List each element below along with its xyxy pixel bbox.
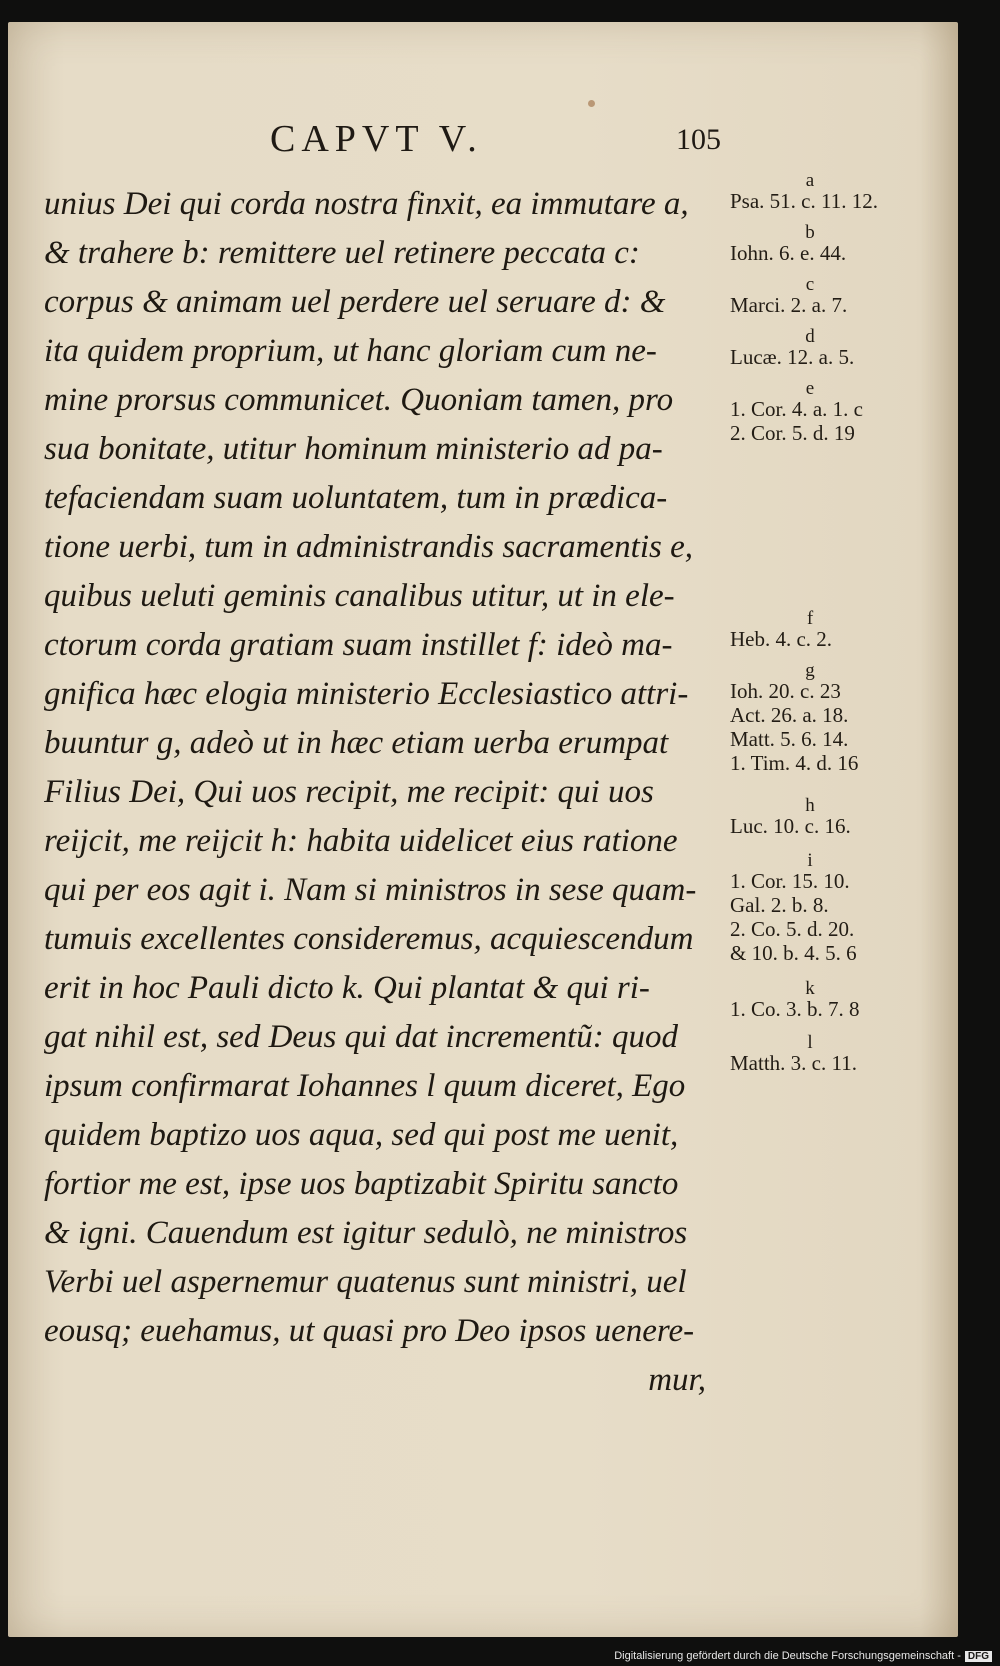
text-line: sua bonitate, utitur hominum ministerio ad pa-	[44, 431, 663, 467]
note-letter: g	[805, 660, 815, 681]
note-letter: h	[805, 795, 815, 816]
margin-note	[730, 224, 930, 265]
margin-note	[730, 662, 930, 775]
text-line: unius Dei qui corda nostra finxit, ea immutare a,	[44, 186, 689, 222]
book-page	[8, 22, 958, 1637]
note-ref: Ioh. 20. c. 23	[730, 679, 841, 703]
text-line: quidem baptizo uos aqua, sed qui post me uenit,	[44, 1117, 679, 1153]
note-letter: c	[805, 274, 815, 295]
note-ref: & 10. b. 4. 5. 6	[730, 941, 857, 965]
text-line: tefaciendam suam uoluntatem, tum in prædica-	[44, 480, 668, 516]
note-letter: e	[805, 378, 815, 399]
note-ref: Act. 26. a. 18.	[730, 703, 849, 727]
text-line: erit in hoc Pauli dicto k. Qui plantat & qui ri-	[44, 970, 650, 1006]
dfg-logo: DFG	[965, 1651, 992, 1662]
margin-note	[730, 276, 930, 317]
note-ref: 1. Cor. 15. 10.	[730, 869, 850, 893]
note-letter: i	[807, 850, 813, 871]
margin-note	[730, 610, 930, 651]
paper-speck	[588, 100, 595, 107]
note-ref: Iohn. 6. e. 44.	[730, 241, 847, 265]
note-letter: f	[806, 608, 814, 629]
text-line: buuntur g, adeò ut in hæc etiam uerba erumpat	[44, 725, 669, 761]
digitization-credit	[614, 1650, 992, 1662]
credit-text: Digitalisierung gefördert durch die Deutsche Forschungsgemeinschaft -	[614, 1650, 961, 1662]
text-line: Verbi uel aspernemur quatenus sunt ministri, uel	[44, 1264, 687, 1300]
text-line: & trahere b: remittere uel retinere peccata c:	[44, 235, 640, 271]
text-line: qui per eos agit i. Nam si ministros in sese quam-	[44, 872, 697, 908]
text-line: gnifica hæc elogia ministerio Ecclesiastico attri-	[44, 676, 689, 712]
note-ref: Matt. 5. 6. 14.	[730, 727, 849, 751]
margin-note	[730, 380, 930, 445]
text-line: ipsum confirmarat Iohannes l quum diceret, Ego	[44, 1068, 686, 1104]
note-letter: d	[805, 326, 815, 347]
margin-note	[730, 1034, 930, 1075]
note-ref: Gal. 2. b. 8.	[730, 893, 829, 917]
note-letter: a	[805, 170, 815, 191]
note-ref: Lucæ. 12. a. 5.	[730, 345, 855, 369]
text-line: eousq; euehamus, ut quasi pro Deo ipsos uenere-	[44, 1313, 695, 1349]
note-ref: 2. Cor. 5. d. 19	[730, 421, 855, 445]
text-line: corpus & animam uel perdere uel seruare d: &	[44, 284, 666, 320]
note-ref: 1. Tim. 4. d. 16	[730, 751, 859, 775]
body-text	[44, 180, 724, 1405]
note-ref: 1. Co. 3. b. 7. 8	[730, 997, 860, 1021]
text-line: quibus ueluti geminis canalibus utitur, ut in ele-	[44, 578, 675, 614]
note-ref: Luc. 10. c. 16.	[730, 814, 851, 838]
text-line: tumuis excellentes consideremus, acquiescendum	[44, 921, 694, 957]
margin-note	[730, 172, 930, 213]
note-ref: Psa. 51. c. 11. 12.	[730, 189, 878, 213]
margin-note	[730, 797, 930, 838]
text-line: reijcit, me reijcit h: habita uidelicet eius ratione	[44, 823, 678, 859]
note-ref: Marci. 2. a. 7.	[730, 293, 848, 317]
margin-note	[730, 328, 930, 369]
note-letter: l	[807, 1032, 813, 1053]
note-ref: 2. Co. 5. d. 20.	[730, 917, 855, 941]
text-line: mine prorsus communicet. Quoniam tamen, pro	[44, 382, 674, 418]
note-ref: 1. Cor. 4. a. 1. c	[730, 397, 863, 421]
catchword-line: mur,	[648, 1362, 706, 1398]
text-line: & igni. Cauendum est igitur sedulò, ne ministros	[44, 1215, 688, 1251]
margin-note	[730, 852, 930, 965]
note-ref: Matth. 3. c. 11.	[730, 1051, 857, 1075]
margin-note	[730, 980, 930, 1021]
margin-notes	[730, 22, 930, 1522]
text-line: gat nihil est, sed Deus qui dat incrementũ: quod	[44, 1019, 678, 1055]
note-ref: Heb. 4. c. 2.	[730, 627, 833, 651]
page-number: 105	[676, 123, 721, 156]
text-line: Filius Dei, Qui uos recipit, me recipit: qui uos	[44, 774, 654, 810]
text-line: tione uerbi, tum in administrandis sacramentis e,	[44, 529, 693, 565]
text-line: ita quidem proprium, ut hanc gloriam cum ne-	[44, 333, 657, 369]
note-letter: k	[805, 978, 815, 999]
text-line: ctorum corda gratiam suam instillet f: ideò ma-	[44, 627, 673, 663]
running-head: CAPVT V.	[270, 118, 483, 160]
text-line: fortior me est, ipse uos baptizabit Spiritu sancto	[44, 1166, 679, 1202]
note-letter: b	[805, 222, 815, 243]
